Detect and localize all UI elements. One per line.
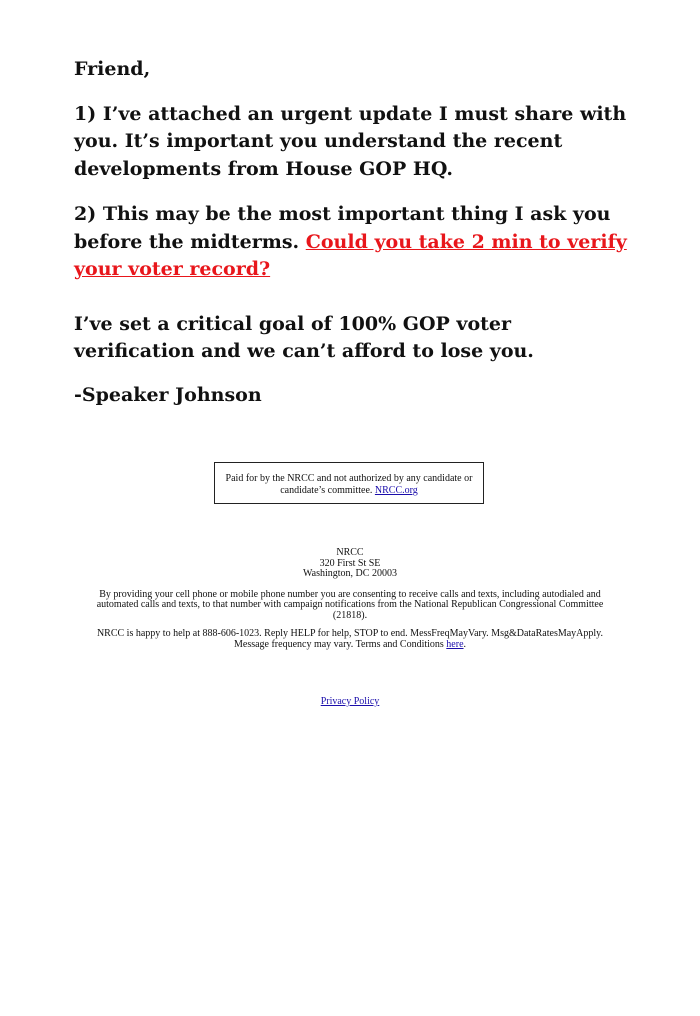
address-city: Washington, DC 20003 — [303, 568, 397, 579]
paragraph-1: 1) I’ve attached an urgent update I must share with you. It’s important you understand the recent developments from House GOP HQ. — [74, 102, 627, 180]
help-text-body: NRCC is happy to help at 888-606-1023. Reply HELP for help, STOP to end. MessFreqMayVary. Msg&DataRatesMayApply. Message frequency may vary. Terms and Conditions — [96, 628, 604, 650]
paragraph-2-text: 2) This may be the most important thing I ask you before the midterms. — [74, 203, 611, 253]
paragraph-2 — [74, 201, 634, 284]
paragraph-3: I’ve set a critical goal of 100% GOP voter verification and we can’t afford to lose you. — [74, 312, 534, 362]
address-street: 320 First St SE — [319, 557, 381, 569]
disclaimer-text: Paid for by the NRCC and not authorized by any candidate or candidate’s committee. — [225, 473, 473, 496]
email-body — [74, 56, 634, 409]
footer — [90, 548, 610, 650]
terms-here-link[interactable]: here — [446, 638, 464, 650]
help-text-tail: . — [463, 638, 467, 650]
signature: -Speaker Johnson — [74, 383, 262, 406]
verify-voter-record-link[interactable]: Could you take 2 min to verify your voter record? — [74, 230, 627, 280]
greeting: Friend, — [74, 58, 151, 80]
sms-consent-text: By providing your cell phone or mobile phone number you are consenting to receive calls and texts, including autodialed and automated calls and texts, to that number with campaign notifications from the National Republican Congressional Committee (21818). — [96, 588, 604, 621]
address-block — [90, 548, 610, 580]
privacy-section — [0, 696, 700, 707]
nrcc-org-link[interactable]: NRCC.org — [374, 485, 418, 496]
help-text — [90, 629, 610, 650]
privacy-policy-link[interactable]: Privacy Policy — [320, 696, 380, 707]
paid-for-disclaimer — [214, 462, 484, 504]
address-org: NRCC — [336, 547, 364, 558]
